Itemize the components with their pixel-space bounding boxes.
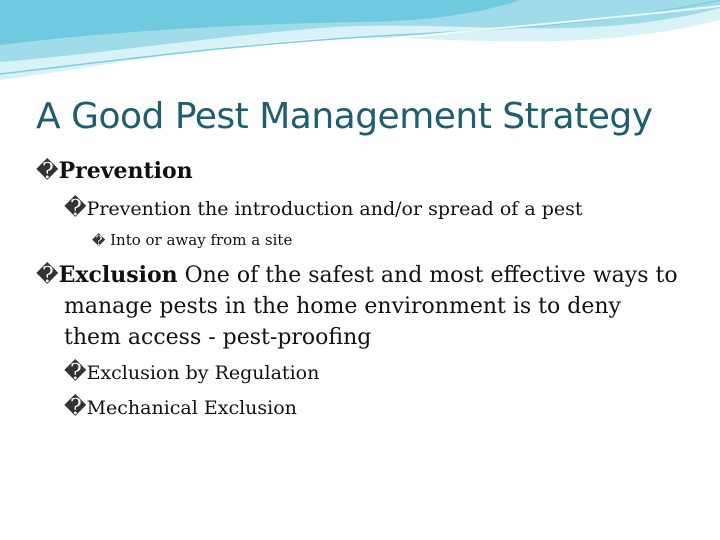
bullet-site [92, 231, 292, 249]
bullet-text: Prevention the introduction and/or spread of a pest [86, 198, 583, 220]
bullet-text: Into or away from a site [105, 231, 293, 249]
header-wave-decoration [0, 0, 720, 90]
bullet-mechanical-exclusion [64, 395, 297, 420]
bullet-icon: � [64, 196, 87, 221]
slide-title: A Good Pest Management Strategy [36, 96, 653, 137]
bullet-icon: � [36, 263, 59, 288]
bullet-text: Exclusion by Regulation [86, 362, 320, 384]
bullet-bold-text: Prevention [58, 158, 193, 184]
bullet-prevention-detail [64, 196, 583, 221]
bullet-text: One of the safest and most effective ways to manage pests in the home environment is to deny them access - pest-proofing [64, 263, 678, 350]
bullet-bold-text: Exclusion [58, 262, 178, 288]
bullet-exclusion [36, 260, 684, 353]
bullet-icon: � [64, 395, 87, 420]
bullet-text: Mechanical Exclusion [86, 397, 297, 419]
bullet-exclusion-regulation [64, 360, 319, 385]
bullet-icon: � [64, 360, 87, 385]
bullet-icon: � [92, 234, 106, 249]
bullet-icon: � [36, 159, 59, 184]
bullet-prevention [36, 158, 193, 184]
